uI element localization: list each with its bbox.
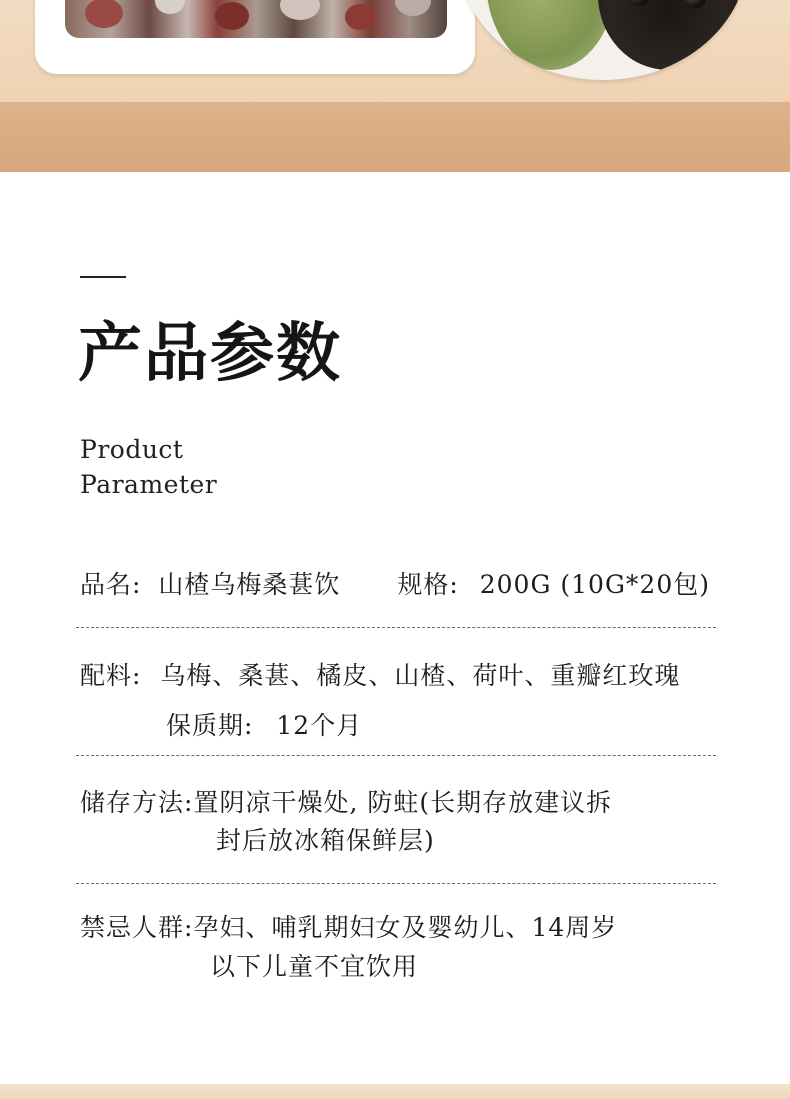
tea-bag-package-image (35, 0, 475, 74)
package-window-image (65, 0, 447, 38)
subtitle-line-2: Parameter (80, 470, 218, 499)
divider-3 (76, 883, 716, 884)
banner-dark-band (0, 102, 790, 172)
spec-label: 规格: (397, 570, 459, 599)
heading-accent-rule (80, 276, 126, 278)
shelf-life-label: 保质期: (166, 711, 254, 740)
taboo-label: 禁忌人群: (80, 913, 194, 942)
product-name-label: 品名: (80, 570, 142, 599)
product-banner (0, 0, 790, 172)
ingredients-value: 乌梅、桑葚、橘皮、山楂、荷叶、重瓣红玫瑰 (160, 661, 681, 690)
divider-1 (76, 627, 716, 628)
storage-value-line-2: 封后放冰箱保鲜层) (216, 826, 435, 855)
taboo-value-line-2: 以下儿童不宜饮用 (210, 952, 419, 981)
storage-row (80, 784, 612, 822)
spec-value: 200G (10G*20包) (479, 570, 710, 599)
page-title: 产品参数 (78, 316, 342, 391)
taboo-row-continued (210, 948, 418, 986)
ingredients-label: 配料: (80, 661, 142, 690)
taboo-value-line-1: 孕妇、哺乳期妇女及婴幼儿、14周岁 (193, 913, 618, 942)
product-name-value: 山楂乌梅桑葚饮 (158, 570, 341, 599)
storage-row-continued (216, 822, 435, 860)
product-name-row (80, 566, 710, 604)
subtitle-line-1: Product (80, 435, 184, 464)
shelf-life-value: 12个月 (276, 711, 363, 740)
storage-label: 储存方法: (80, 788, 194, 817)
page-subtitle (80, 432, 217, 502)
shelf-life-row (166, 707, 362, 745)
taboo-row (80, 909, 617, 947)
ingredients-row (80, 657, 680, 695)
bottom-decor-strip (0, 1084, 790, 1099)
storage-value-line-1: 置阴凉干燥处, 防蛀(长期存放建议拆 (193, 788, 613, 817)
divider-2 (76, 755, 716, 756)
